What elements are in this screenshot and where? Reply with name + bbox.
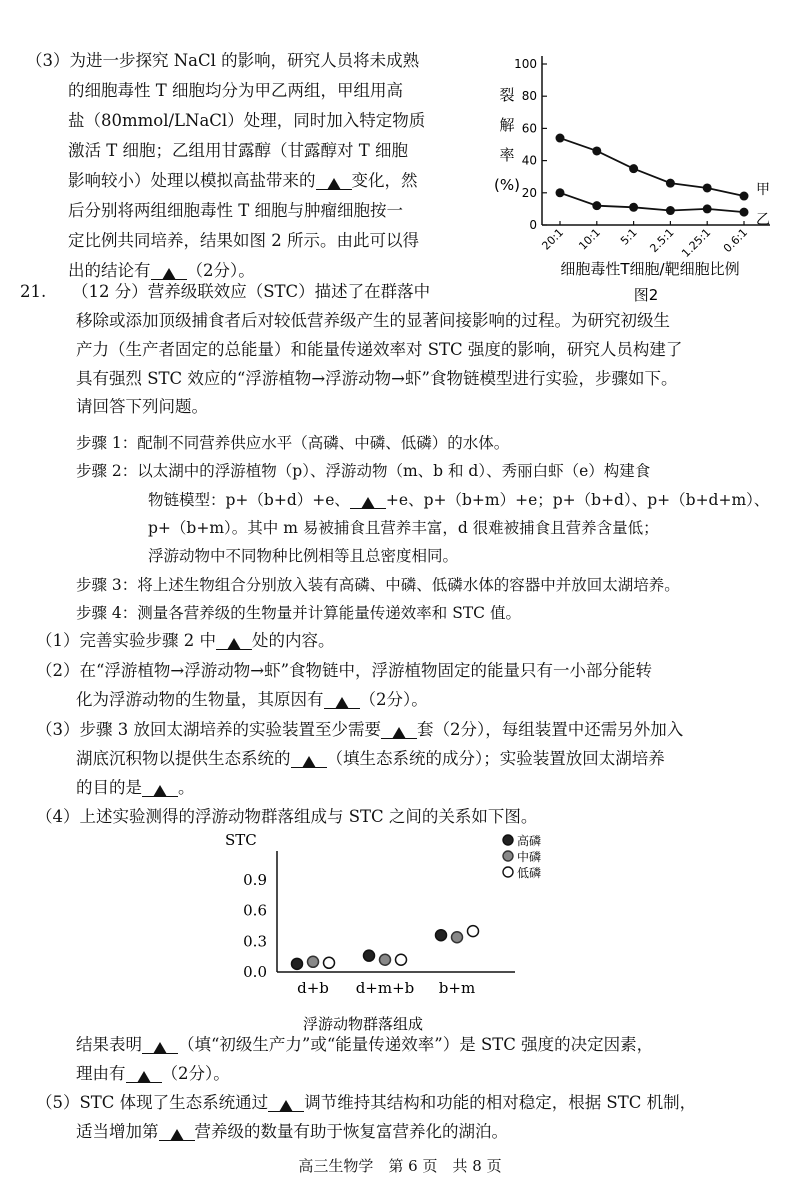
- triangle-icon: [170, 1129, 184, 1141]
- stc-point-low: [324, 957, 335, 968]
- stc-point-high: [292, 958, 303, 969]
- data-point: [703, 204, 712, 213]
- answer-blank[interactable]: [159, 1124, 195, 1141]
- x-tick-label: 20:1: [539, 225, 567, 253]
- data-point: [666, 206, 675, 215]
- sub-q2-a: （2）在“浮游植物→浮游动物→虾”食物链中，浮游植物固定的能量只有一小部分能转: [36, 661, 653, 680]
- sub-q5-a-tail: 调节维持其结构和功能的相对稳定，根据 STC 机制，: [304, 1093, 697, 1112]
- answer-blank[interactable]: [381, 722, 417, 739]
- chart2-xlabel: 浮游动物群落组成: [302, 1015, 424, 1033]
- sub-q2-b-text: 化为浮游动物的生物量，其原因有: [76, 690, 324, 709]
- data-point: [592, 201, 601, 210]
- legend-marker: [503, 867, 513, 877]
- result-b-text: 理由有: [76, 1064, 126, 1083]
- q21-line-4: 具有强烈 STC 效应的“浮游植物→浮游动物→虾”食物链模型进行实验，步骤如下。: [76, 369, 678, 388]
- stc-point-low: [396, 954, 407, 965]
- step-2c: p+（b+m）。其中 m 易被捕食且营养丰富，d 很难被捕食且营养含量低；: [148, 519, 659, 537]
- data-point: [703, 183, 712, 192]
- data-point: [740, 192, 749, 201]
- stc-point-mid: [308, 956, 319, 967]
- q3-line-8-tail: （2分）。: [186, 261, 255, 280]
- legend-marker: [503, 835, 513, 845]
- x-tick-label: 10:1: [576, 225, 603, 253]
- y-tick-label: 80: [521, 89, 537, 104]
- y-label-char: 裂: [499, 86, 515, 104]
- y-tick-label: 0.9: [243, 871, 267, 889]
- step-1: 步骤 1：配制不同营养供应水平（高磷、中磷、低磷）的水体。: [76, 434, 510, 452]
- sub-q3-b: [76, 748, 665, 770]
- triangle-icon: [392, 727, 406, 739]
- chart1-series: [556, 134, 771, 229]
- q3-line-5-tail: 变化，然: [351, 171, 418, 190]
- chart2-legend: [503, 833, 541, 880]
- sub-q5-b-tail: 营养级的数量有助于恢复富营养化的湖泊。: [194, 1122, 508, 1141]
- sub-q4: （4）上述实验测得的浮游动物群落组成与 STC 之间的关系如下图。: [36, 807, 538, 826]
- chart1-xlabel: 细胞毒性T细胞/靶细胞比例: [560, 260, 740, 278]
- sub-q3-c-text: 的目的是: [76, 778, 142, 797]
- sub-q2-b: [76, 689, 428, 711]
- sub-q3-c: [76, 777, 195, 799]
- triangle-icon: [227, 638, 241, 650]
- chart2-points: [292, 926, 479, 970]
- q21-number: 21.: [20, 282, 47, 301]
- legend-label: 低磷: [517, 866, 542, 880]
- triangle-icon: [137, 1071, 151, 1083]
- q3-line-5: [68, 170, 418, 192]
- result-a-tail: （填“初级生产力”或“能量传递效率”）是 STC 强度的决定因素，: [178, 1035, 654, 1054]
- result-line-b: [76, 1063, 230, 1085]
- triangle-icon: [327, 178, 341, 190]
- result-a-text: 结果表明: [76, 1035, 142, 1054]
- answer-blank[interactable]: [216, 633, 252, 650]
- triangle-icon: [335, 697, 349, 709]
- x-tick-label: 1.25:1: [679, 225, 714, 261]
- figure-2-line-chart: [494, 50, 800, 310]
- sub-q3-a: [36, 719, 683, 741]
- answer-blank[interactable]: [142, 1037, 178, 1054]
- step-2b-text: 物链模型：p+（b+d）+e、: [148, 491, 350, 509]
- y-tick-label: 100: [514, 57, 537, 71]
- data-point: [629, 164, 638, 173]
- q21-line-3: 产力（生产者固定的总能量）和能量传递效率对 STC 强度的影响，研究人员构建了: [76, 340, 683, 359]
- answer-blank[interactable]: [316, 173, 352, 190]
- sub-q1: [36, 630, 335, 652]
- triangle-icon: [153, 785, 167, 797]
- triangle-icon: [162, 268, 176, 280]
- sub-q3-a-tail: 套（2分），每组装置中还需另外加入: [417, 720, 684, 739]
- answer-blank[interactable]: [126, 1066, 162, 1083]
- triangle-icon: [302, 756, 316, 768]
- data-point: [629, 203, 638, 212]
- step-3: 步骤 3：将上述生物组合分别放入装有高磷、中磷、低磷水体的容器中并放回太湖培养。: [76, 576, 680, 594]
- chart1-title: 图2: [633, 286, 659, 304]
- answer-blank[interactable]: [268, 1095, 304, 1112]
- step-2a: 步骤 2：以太湖中的浮游植物（p）、浮游动物（m、b 和 d）、秀丽白虾（e）构建食: [76, 462, 651, 480]
- y-tick-label: 0.6: [243, 901, 267, 920]
- q3-line-1: （3）为进一步探究 NaCl 的影响，研究人员将未成熟: [26, 51, 420, 70]
- data-point: [556, 188, 565, 197]
- y-tick-label: 0.0: [243, 963, 267, 981]
- sub-q1-tail: 处的内容。: [252, 631, 335, 650]
- y-tick-label: 20: [521, 185, 537, 200]
- chart2-axes: [243, 851, 515, 997]
- x-tick-label: 2.5:1: [647, 225, 677, 256]
- y-label-char: (%): [494, 176, 520, 194]
- legend-label: 中磷: [517, 850, 542, 864]
- legend-marker: [503, 851, 513, 861]
- sub-q5-b: [76, 1121, 508, 1143]
- q3-line-8: [68, 260, 255, 282]
- data-point: [556, 134, 565, 143]
- series-label: 甲: [756, 182, 770, 199]
- y-tick-label: 0: [529, 218, 537, 232]
- x-tick-label: d+m+b: [355, 979, 415, 997]
- page-footer: 高三生物学 第 6 页 共 8 页: [298, 1157, 502, 1175]
- x-tick-label: d+b: [297, 979, 329, 997]
- step-4: 步骤 4：测量各营养级的生物量并计算能量传递效率和 STC 值。: [76, 604, 521, 622]
- data-point: [666, 179, 675, 188]
- step-2d: 浮游动物中不同物种比例相等且总密度相同。: [148, 547, 459, 565]
- x-tick-label: b+m: [438, 979, 476, 997]
- sub-q2-b-tail: （2分）。: [359, 690, 428, 709]
- result-b-tail: （2分）。: [161, 1064, 230, 1083]
- step-2b-tail: +e、p+（b+m）+e；p+（b+d）、p+（b+d+m）、: [385, 491, 770, 509]
- y-tick-label: 40: [521, 153, 537, 168]
- result-line-a: [76, 1034, 653, 1056]
- q3-line-4: 激活 T 细胞；乙组用甘露醇（甘露醇对 T 细胞: [68, 141, 408, 160]
- legend-label: 高磷: [517, 834, 542, 848]
- q3-line-3: 盐（80mmol/LNaCl）处理，同时加入特定物质: [68, 111, 426, 130]
- q3-line-5-text: 影响较小）处理以模拟高盐带来的: [68, 171, 316, 190]
- q21-line-1: （12 分）营养级联效应（STC）描述了在群落中: [72, 282, 431, 301]
- q21-line-2: 移除或添加顶级捕食者后对较低营养级产生的显著间接影响的过程。为研究初级生: [76, 311, 670, 330]
- sub-q5-a: [36, 1092, 696, 1114]
- chart2-ylabel: STC: [225, 831, 257, 849]
- sub-q1-text: （1）完善实验步骤 2 中: [36, 631, 216, 650]
- sub-q3-b-text: 湖底沉积物以提供生态系统的: [76, 749, 291, 768]
- answer-blank[interactable]: [324, 692, 360, 709]
- q3-line-2: 的细胞毒性 T 细胞均分为甲乙两组，甲组用高: [68, 81, 403, 100]
- series-line-jia: [560, 138, 744, 196]
- triangle-icon: [153, 1042, 167, 1054]
- q3-line-8-text: 出的结论有: [68, 261, 151, 280]
- x-tick-label: 0.6:1: [720, 225, 751, 256]
- series-line-yi: [560, 193, 744, 212]
- stc-point-high: [364, 950, 375, 961]
- stc-point-mid: [452, 932, 463, 943]
- triangle-icon: [279, 1100, 293, 1112]
- q3-line-6: 后分别将两组细胞毒性 T 细胞与肿瘤细胞按一: [68, 201, 403, 220]
- answer-blank[interactable]: [142, 780, 178, 797]
- data-point: [592, 146, 601, 155]
- y-tick-label: 60: [521, 121, 537, 136]
- chart1-ylabel: [494, 86, 520, 194]
- sub-q5-b-text: 适当增加第: [76, 1122, 159, 1141]
- sub-q5-a-text: （5）STC 体现了生态系统通过: [36, 1093, 269, 1112]
- answer-blank[interactable]: [291, 751, 327, 768]
- y-tick-label: 0.3: [243, 932, 267, 951]
- chart1-axes: [514, 56, 770, 260]
- x-tick-label: 5:1: [618, 225, 640, 248]
- sub-q3-a-text: （3）步骤 3 放回太湖培养的实验装置至少需要: [36, 720, 381, 739]
- q3-line-7: 定比例共同培养，结果如图 2 所示。由此可以得: [68, 231, 419, 250]
- stc-point-high: [436, 930, 447, 941]
- stc-point-low: [468, 926, 479, 937]
- sub-q3-b-tail: （填生态系统的成分）；实验装置放回太湖培养: [326, 749, 665, 768]
- sub-q3-c-tail: 。: [178, 778, 195, 797]
- stc-point-mid: [380, 954, 391, 965]
- q21-line-5: 请回答下列问题。: [76, 397, 208, 416]
- y-label-char: 解: [499, 116, 515, 134]
- answer-blank[interactable]: [151, 263, 187, 280]
- answer-blank[interactable]: [350, 492, 386, 509]
- triangle-icon: [361, 497, 375, 509]
- step-2b: [148, 489, 769, 511]
- y-label-char: 率: [499, 146, 515, 164]
- data-point: [740, 208, 749, 217]
- series-label: 乙: [756, 212, 770, 229]
